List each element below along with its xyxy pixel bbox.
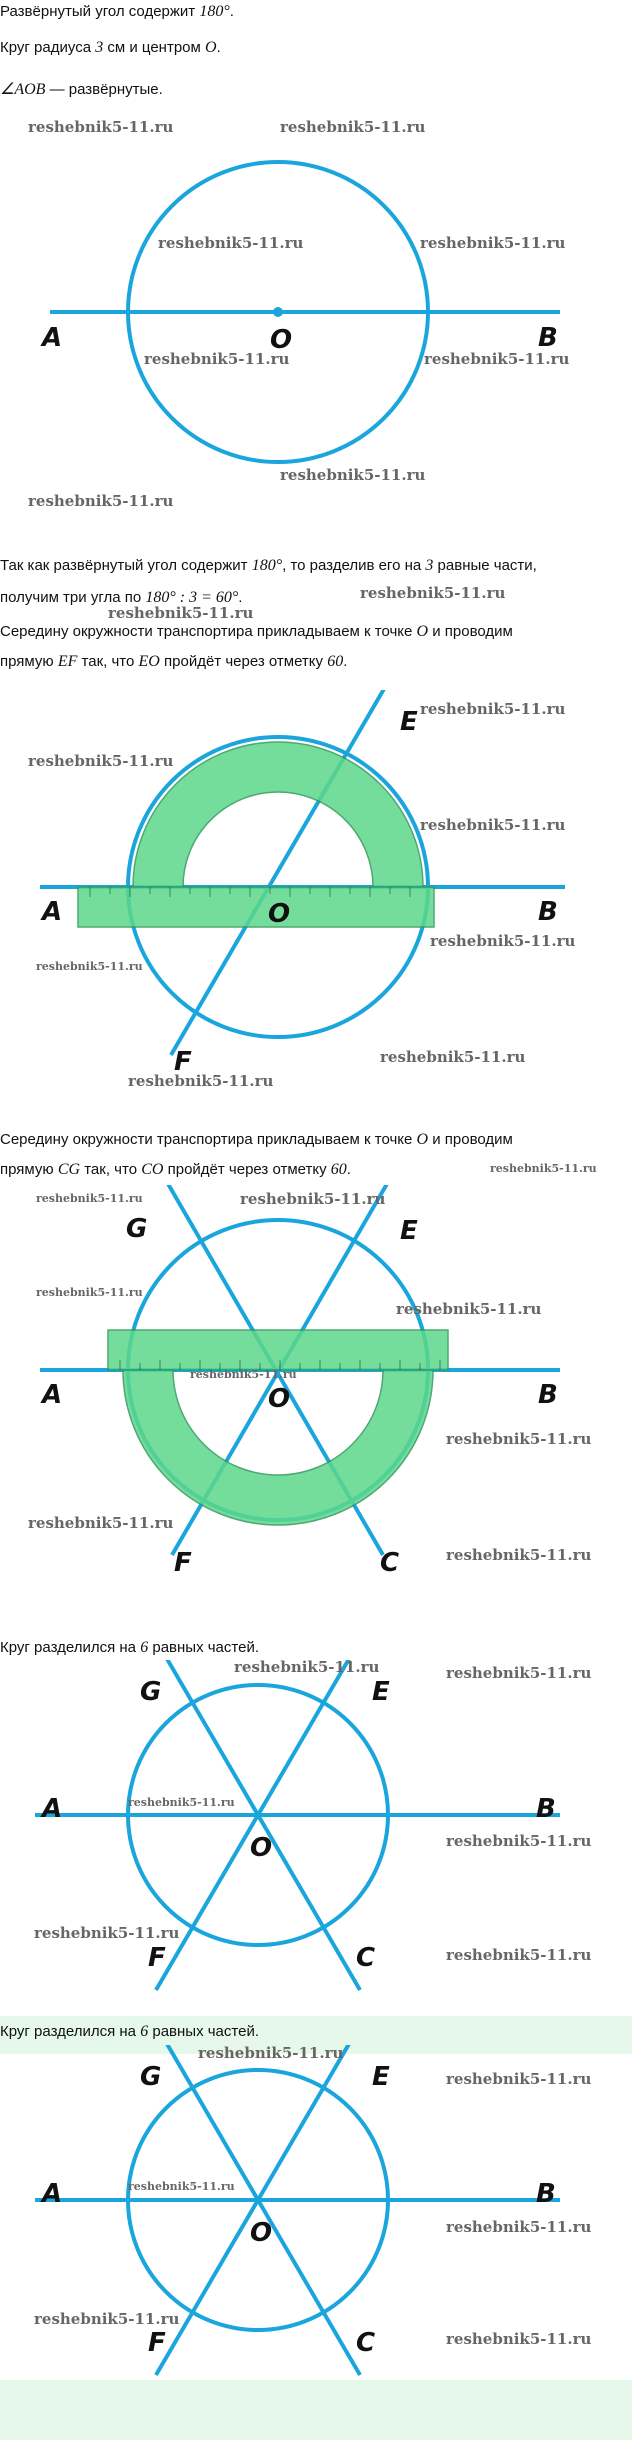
label-a: A — [42, 2179, 63, 2209]
label-o: O — [250, 2218, 273, 2248]
watermark: reshebnik5-11.ru — [446, 2330, 592, 2348]
intro-line-1: Развёрнутый угол содержит 180°. — [0, 3, 234, 20]
watermark: reshebnik5-11.ru — [446, 1430, 592, 1448]
watermark: reshebnik5-11.ru — [430, 932, 576, 950]
watermark: reshebnik5-11.ru — [280, 118, 426, 136]
step2-line-1: Середину окружности транспортира прикладываем к точке O и проводим — [0, 1131, 513, 1148]
label-g: G — [140, 2062, 162, 2092]
watermark: reshebnik5-11.ru — [28, 492, 174, 510]
watermark: reshebnik5-11.ru — [446, 2070, 592, 2088]
watermark: reshebnik5-11.ru — [128, 1072, 274, 1090]
label-g: G — [140, 1677, 162, 1707]
protractor — [108, 1330, 448, 1525]
label-a: A — [42, 1794, 63, 1824]
label-c: C — [356, 1943, 376, 1973]
watermark: reshebnik5-11.ru — [240, 1190, 386, 1208]
watermark: reshebnik5-11.ru — [360, 584, 506, 602]
label-a: A — [42, 897, 63, 927]
label-e: E — [400, 1216, 418, 1246]
step1-line-3: Середину окружности транспортира прикладываем к точке O и проводим — [0, 623, 513, 640]
watermark: reshebnik5-11.ru — [446, 2218, 592, 2236]
label-c: C — [356, 2328, 376, 2358]
label-e: E — [372, 2062, 390, 2092]
watermark: reshebnik5-11.ru — [28, 1514, 174, 1532]
watermark: reshebnik5-11.ru — [446, 1664, 592, 1682]
figure-protractor-cg — [0, 1185, 632, 1605]
watermark: reshebnik5-11.ru — [190, 1368, 297, 1381]
watermark: reshebnik5-11.ru — [420, 234, 566, 252]
label-b: B — [538, 1380, 558, 1410]
highlight-band-bottom — [0, 2380, 632, 2440]
label-e: E — [400, 707, 418, 737]
watermark: reshebnik5-11.ru — [128, 1796, 235, 1809]
watermark: reshebnik5-11.ru — [34, 2310, 180, 2328]
watermark: reshebnik5-11.ru — [396, 1300, 542, 1318]
center-point — [273, 307, 283, 317]
label-b: B — [538, 897, 558, 927]
watermark: reshebnik5-11.ru — [420, 816, 566, 834]
step1-line-4: прямую EF так, что EO пройдёт через отметку 60. — [0, 653, 348, 670]
label-o: O — [268, 1384, 291, 1414]
intro-line-2: Круг радиуса 3 см и центром O. — [0, 39, 221, 56]
intro-line-3: ∠AOB — развёрнутые. — [0, 81, 163, 98]
step2-line-2: прямую CG так, что CO пройдёт через отметку 60. — [0, 1161, 351, 1178]
label-g: G — [126, 1214, 148, 1244]
result-text-highlighted: Круг разделился на 6 равных частей. — [0, 2023, 259, 2040]
watermark: reshebnik5-11.ru — [28, 752, 174, 770]
watermark: reshebnik5-11.ru — [158, 234, 304, 252]
label-a: A — [42, 1380, 63, 1410]
watermark: reshebnik5-11.ru — [380, 1048, 526, 1066]
watermark: reshebnik5-11.ru — [424, 350, 570, 368]
label-b: B — [538, 323, 558, 353]
watermark: reshebnik5-11.ru — [446, 1546, 592, 1564]
watermark: reshebnik5-11.ru — [420, 700, 566, 718]
watermark: reshebnik5-11.ru — [144, 350, 290, 368]
watermark: reshebnik5-11.ru — [446, 1946, 592, 1964]
label-f: F — [174, 1548, 192, 1578]
watermark: reshebnik5-11.ru — [34, 1924, 180, 1942]
label-o: O — [270, 325, 293, 355]
watermark: reshebnik5-11.ru — [108, 604, 254, 622]
label-a: A — [42, 323, 63, 353]
watermark: reshebnik5-11.ru — [446, 1832, 592, 1850]
watermark: reshebnik5-11.ru — [36, 960, 143, 973]
result-text: Круг разделился на 6 равных частей. — [0, 1639, 259, 1656]
watermark: reshebnik5-11.ru — [28, 118, 174, 136]
watermark: reshebnik5-11.ru — [128, 2180, 235, 2193]
watermark: reshebnik5-11.ru — [198, 2044, 344, 2062]
watermark: reshebnik5-11.ru — [36, 1286, 143, 1299]
watermark: reshebnik5-11.ru — [234, 1658, 380, 1676]
step1-line-1: Так как развёрнутый угол содержит 180°, то разделив его на 3 равные части, — [0, 557, 537, 574]
watermark: reshebnik5-11.ru — [36, 1192, 143, 1205]
label-f: F — [148, 2328, 166, 2358]
label-f: F — [174, 1047, 192, 1077]
step1-line-2: получим три угла по 180° : 3 = 60°. — [0, 589, 243, 606]
label-o: O — [268, 899, 291, 929]
label-o: O — [250, 1833, 273, 1863]
watermark: reshebnik5-11.ru — [490, 1162, 597, 1175]
label-b: B — [536, 2179, 556, 2209]
label-b: B — [536, 1794, 556, 1824]
label-f: F — [148, 1943, 166, 1973]
label-c: C — [380, 1548, 400, 1578]
watermark: reshebnik5-11.ru — [280, 466, 426, 484]
label-e: E — [372, 1677, 390, 1707]
